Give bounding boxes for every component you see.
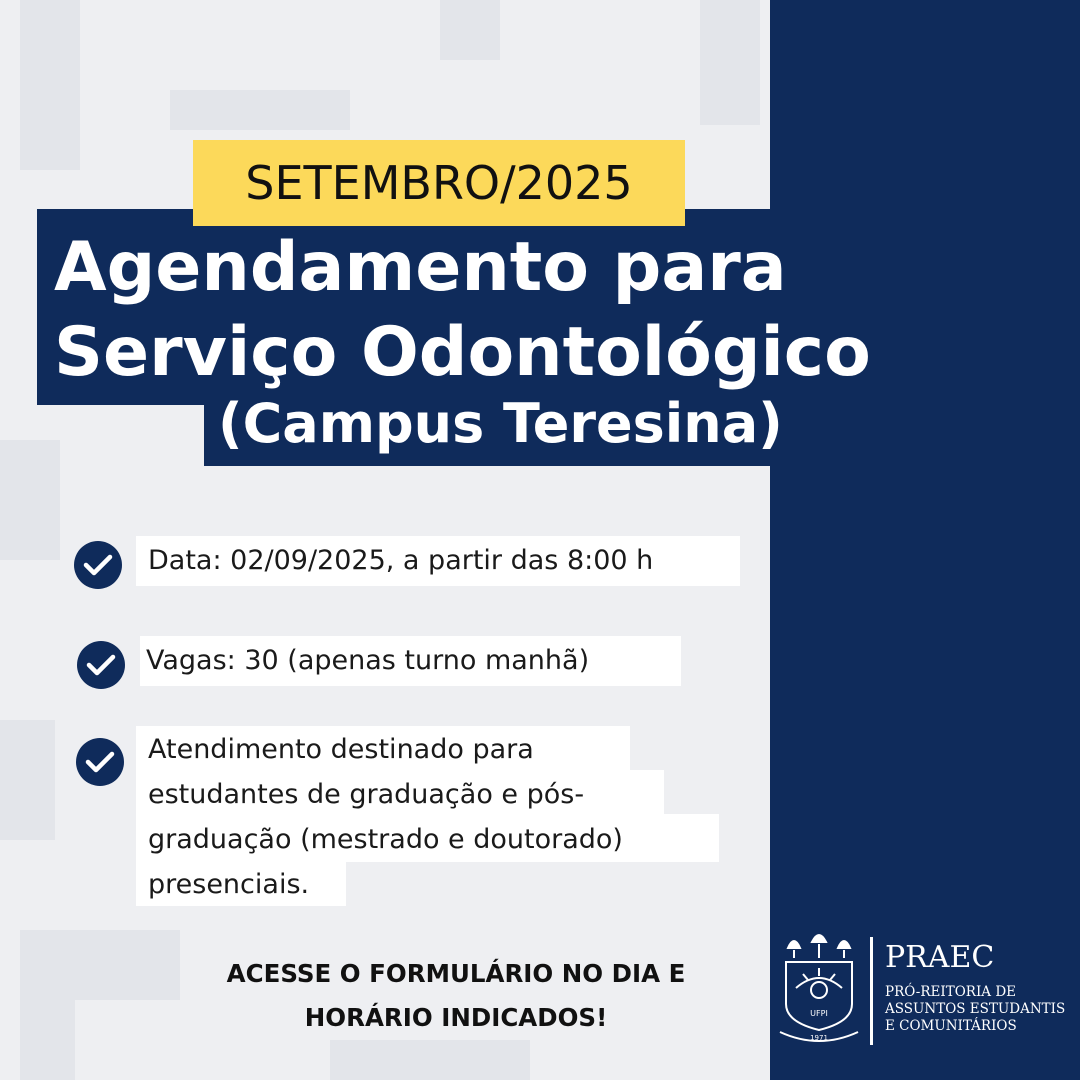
background-right-panel xyxy=(770,0,1080,1080)
info-item-text: graduação (mestrado e doutorado) xyxy=(148,824,623,855)
background-shape xyxy=(170,90,350,130)
call-to-action xyxy=(150,952,762,1040)
cta-line-2: HORÁRIO INDICADOS! xyxy=(304,1003,608,1032)
background-shape xyxy=(0,440,60,560)
university-emblem-icon xyxy=(778,928,860,1050)
emblem-text: UFPI xyxy=(810,1009,828,1018)
info-item-text: Atendimento destinado para xyxy=(148,734,534,765)
brand-subtitle-line-2: ASSUNTOS ESTUDANTIS xyxy=(885,1001,1066,1017)
brand-subtitle-line-3: E COMUNITÁRIOS xyxy=(885,1018,1017,1034)
info-item-text: presenciais. xyxy=(148,869,310,900)
brand-name: PRAEC xyxy=(885,940,995,975)
check-circle-icon xyxy=(74,541,122,589)
month-tag xyxy=(193,140,685,226)
info-item-vagas xyxy=(140,636,681,686)
title-line-3: (Campus Teresina) xyxy=(218,392,783,455)
title-line-1: Agendamento para xyxy=(54,228,787,307)
info-item-text: Vagas: 30 (apenas turno manhã) xyxy=(146,645,590,676)
title-line-2: Serviço Odontológico xyxy=(54,313,871,392)
background-shape xyxy=(20,0,80,170)
background-shape xyxy=(330,1040,530,1080)
background-shape xyxy=(440,0,500,60)
brand-subtitle xyxy=(885,984,1065,1035)
info-item-audience-text xyxy=(148,727,623,907)
cta-line-1: ACESSE O FORMULÁRIO NO DIA E xyxy=(226,959,686,988)
brand-subtitle-line-1: PRÓ-REITORIA DE xyxy=(885,984,1017,1000)
background-shape xyxy=(0,720,55,840)
emblem-year: 1971 xyxy=(810,1034,828,1042)
info-item-date xyxy=(136,536,740,586)
month-tag-text: SETEMBRO/2025 xyxy=(245,156,633,210)
logo-divider xyxy=(870,937,873,1045)
check-circle-icon xyxy=(77,641,125,689)
background-shape xyxy=(20,1000,75,1080)
info-item-text: Data: 02/09/2025, a partir das 8:00 h xyxy=(148,545,654,576)
background-shape xyxy=(700,0,760,125)
check-circle-icon xyxy=(76,738,124,786)
info-item-text: estudantes de graduação e pós- xyxy=(148,779,585,810)
